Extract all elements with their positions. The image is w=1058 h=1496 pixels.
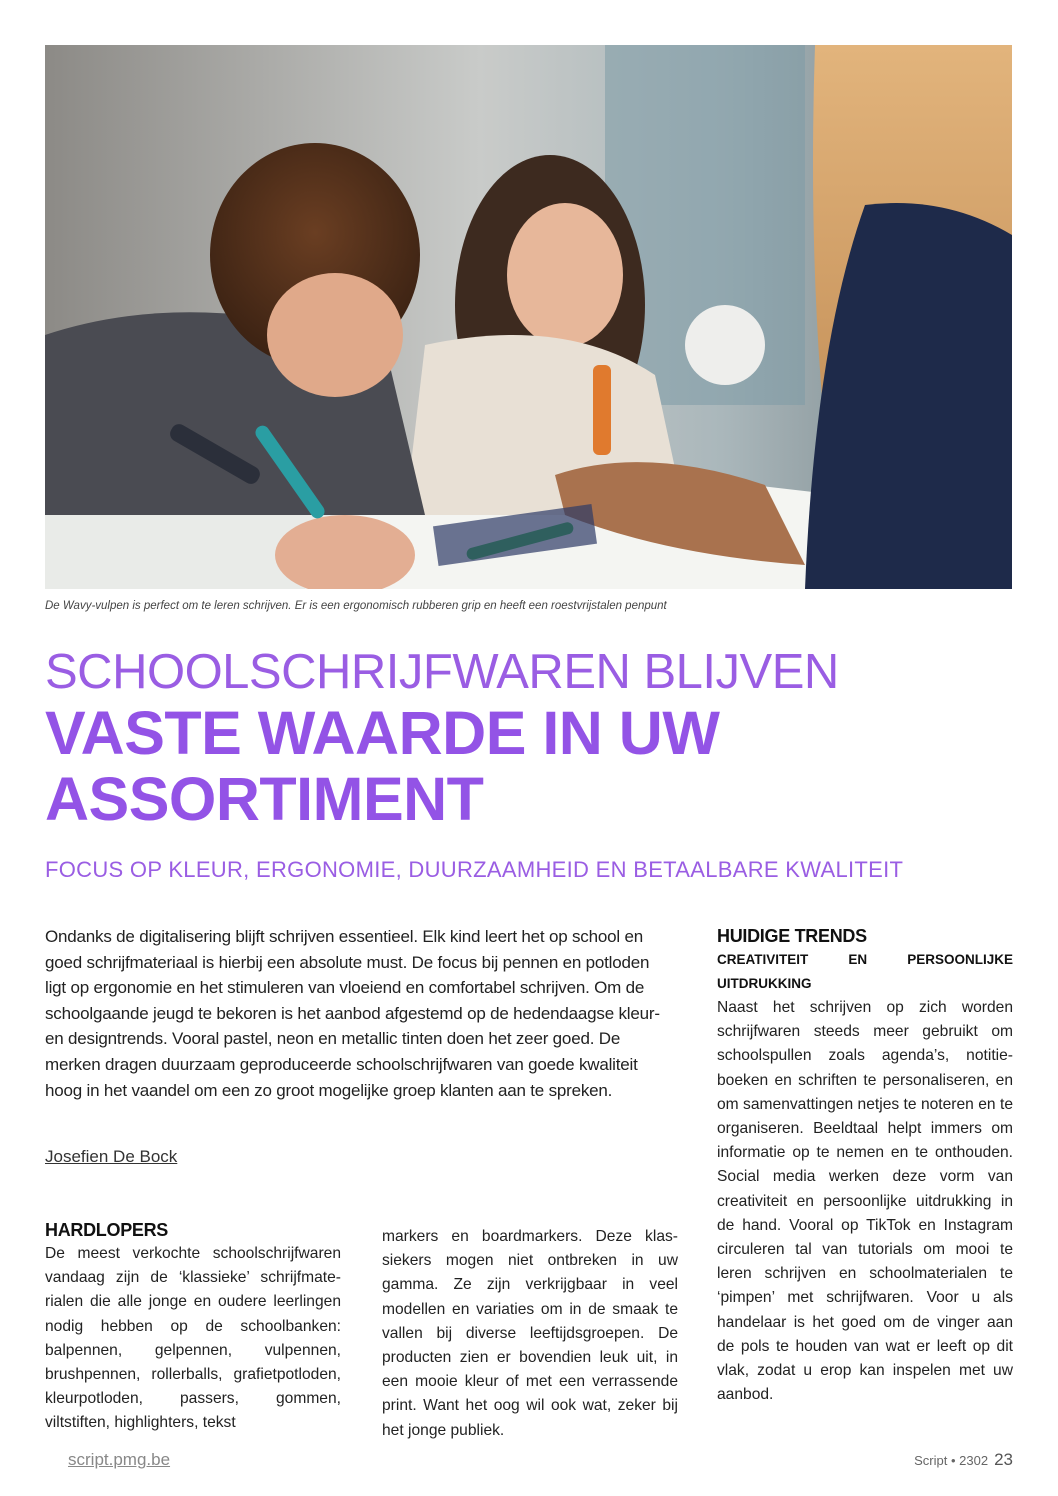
page-number: 23 — [994, 1450, 1013, 1469]
headline-kicker: SCHOOLSCHRIJFWAREN BLIJVEN — [45, 645, 839, 699]
article-photo — [45, 45, 1012, 589]
issue-label: Script • 2302 — [914, 1453, 989, 1468]
photo-children-writing — [45, 45, 1012, 589]
section-text-trends: Naast het schrijven op zich worden schrijfwaren steeds meer gebruikt om schoolspullen zoals agenda’s, notitieboeken en schriften te personaliseren, en om samenvattingen netjes te noteren en te organiseren. Beeldtaal helpt immers om informatie op te nemen en te onthouden. Social media werken deze vorm van creativiteit en persoonlijke uitdrukking in de hand. Vooral op TikTok en Instagram circuleren tal van tutorials om mooi te leren schrijven en schoolmaterialen te ‘pimpen’ met schrijfwaren. Voor u als handelaar is het goed om de vinger aan de pols te houden van wat er leeft op dit vlak, zodat u erop kan inspelen met uw aanbod. — [717, 999, 1013, 1404]
section-subheading: CREATIVITEIT EN PERSOONLIJKE UITDRUKKING — [717, 952, 1013, 991]
column-middle — [382, 1225, 678, 1443]
column-right — [717, 924, 1013, 1407]
author-link[interactable]: Josefien De Bock — [45, 1147, 178, 1166]
section-heading-trends: HUIDIGE TRENDS — [717, 926, 867, 946]
section-heading-hardlopers: HARDLOPERS — [45, 1220, 169, 1240]
section-text-part1: De meest verkochte schoolschrijfwaren vandaag zijn de ‘klassieke’ schrijfmaterialen die alle jonge en oudere leerlingen nodig hebben op de schoolbanken: balpennen, gelpennen, vulpennen, brushpennen, rollerballs, grafietpotloden, kleurpotloden, passers, gommen, viltstiften, highlighters, tekst — [45, 1245, 341, 1432]
section-text-part2: markers en boardmarkers. Deze klassiekers mogen niet ontbreken in uw gamma. Ze zijn verkrijgbaar in veel modellen en variaties om in de smaak te vallen bij diverse leeftijdsgroepen. De producten zien er bovendien leuk uit, in een mooie kleur of met een verrassende print. Want het oog wil ook wat, zeker bij het jonge publiek. — [382, 1228, 678, 1439]
subheadline: FOCUS OP KLEUR, ERGONOMIE, DUURZAAMHEID EN BETAALBARE KWALITEIT — [45, 857, 904, 882]
photo-caption: De Wavy-vulpen is perfect om te leren schrijven. Er is een ergonomisch rubberen grip en heeft een roestvrijstalen penpunt — [45, 600, 667, 612]
page-footer — [914, 1450, 1013, 1470]
headline: VASTE WAARDE IN UW ASSORTIMENT — [45, 699, 720, 833]
website-link[interactable]: script.pmg.be — [68, 1450, 171, 1469]
column-left — [45, 1218, 341, 1436]
intro-paragraph: Ondanks de digitalisering blijft schrijven essentieel. Elk kind leert het op school en goed schrijfmateriaal is hierbij een absolute must. De focus bij pennen en potloden ligt op ergonomie en het stimuleren van vloeiend en comfortabel schrijven. Om de schoolgaande jeugd te bekoren is het aanbod afgestemd op de hedendaagse kleur- en designtrends. Vooral pastel, neon en metallic tinten doen het zeer goed. De merken dragen duurzaam geproduceerde schoolschrijfwaren van goede kwaliteit hoog in het vaandel om een zo groot mogelijke groep klanten aan te spreken. — [45, 927, 660, 1100]
